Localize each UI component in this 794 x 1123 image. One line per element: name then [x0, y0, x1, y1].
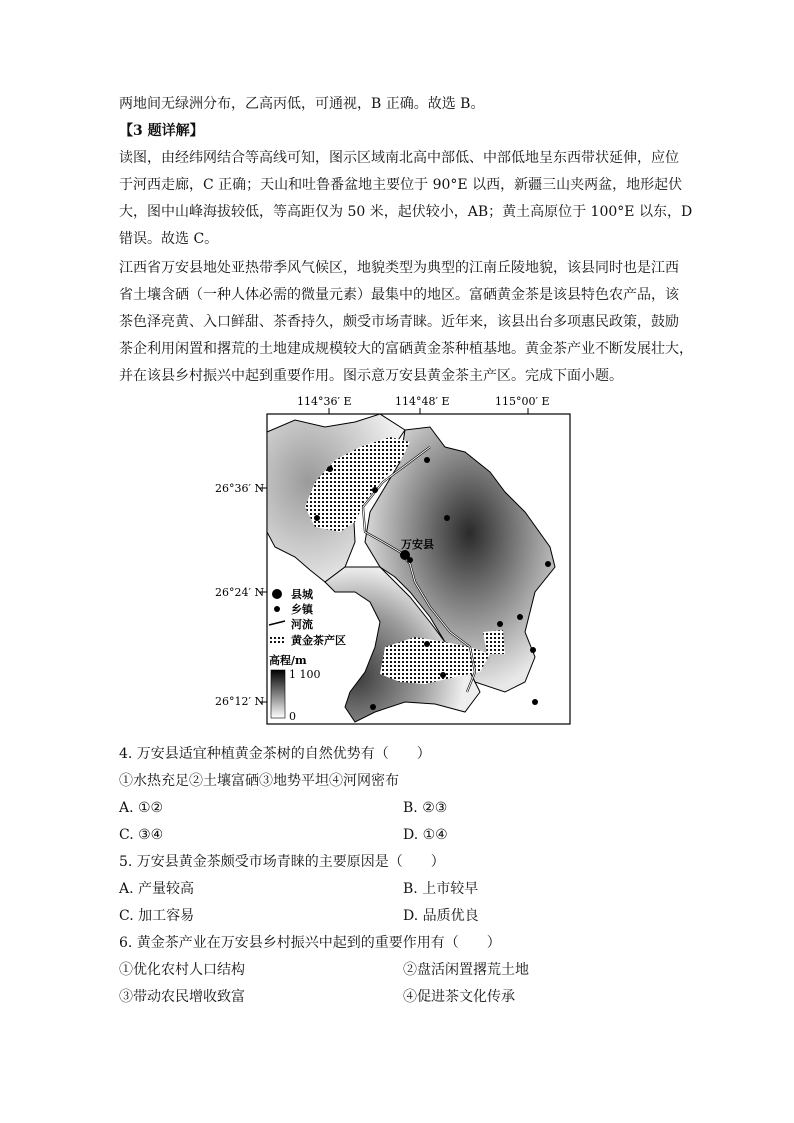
- intro-line-3: 茶色泽亮黄、入口鲜甜、茶香持久，颇受市场青睐。近年来，该县出台多项惠民政策，鼓励: [119, 314, 679, 330]
- town-marker: [532, 699, 538, 705]
- section-3-line-2: 于河西走廊，C 正确；天山和吐鲁番盆地主要位于 90°E 以西，新疆三山夹两盆，地形起伏: [119, 177, 683, 193]
- lat-label-1: 26°36′ N: [215, 482, 265, 495]
- town-marker: [444, 515, 450, 521]
- legend-river: 河流: [291, 618, 313, 631]
- section-3-line-4: 错误。故选 C。: [119, 231, 219, 247]
- q5-option-a[interactable]: A. 产量较高: [119, 881, 195, 897]
- wanan-county-map: [205, 392, 575, 732]
- town-marker: [497, 621, 503, 627]
- legend-elev-max: 1 100: [289, 668, 321, 681]
- town-marker: [327, 466, 333, 472]
- section-3-line-3: 大，图中山峰海拔较低，等高距仅为 50 米，起伏较小，AB；黄土高原位于 100°E 以东，D: [119, 204, 693, 220]
- section-3-line-1: 读图，由经纬网结合等高线可知，图示区域南北高中部低、中部低地呈东西带状延伸，应位: [119, 150, 679, 166]
- town-marker: [424, 457, 430, 463]
- section-3-title: 【3 题详解】: [119, 123, 204, 139]
- lat-label-3: 26°12′ N: [215, 695, 265, 708]
- q4-option-a[interactable]: A. ①②: [119, 800, 164, 816]
- town-marker: [424, 641, 430, 647]
- town-marker: [372, 487, 378, 493]
- lon-label-3: 115°00′ E: [495, 395, 550, 408]
- town-marker: [517, 614, 523, 620]
- q6-item-3: ③带动农民增收致富: [119, 989, 245, 1005]
- legend-town: 乡镇: [291, 603, 313, 616]
- lat-label-2: 26°24′ N: [215, 586, 265, 599]
- intro-line-2: 省土壤含硒（一种人体必需的微量元素）最集中的地区。富硒黄金茶是该县特色农产品，该: [119, 287, 679, 303]
- q5-option-c[interactable]: C. 加工容易: [119, 908, 195, 924]
- q6-item-4: ④促进茶文化传承: [403, 989, 515, 1005]
- q4-items: ①水热充足②土壤富硒③地势平坦④河网密布: [119, 773, 399, 789]
- elevation-color-bar: [271, 670, 285, 718]
- lon-label-2: 114°48′ E: [395, 395, 450, 408]
- town-marker: [370, 704, 376, 710]
- county-seat-label: 万安县: [401, 538, 434, 551]
- q6-item-1: ①优化农村人口结构: [119, 962, 245, 978]
- prev-paragraph-line: 两地间无绿洲分布，乙高丙低，可通视，B 正确。故选 B。: [119, 96, 485, 112]
- legend-tea-area: 黄金茶产区: [291, 634, 346, 647]
- q5-option-d[interactable]: D. 品质优良: [403, 908, 479, 924]
- town-marker: [545, 561, 551, 567]
- legend-county-seat: 县城: [291, 588, 313, 601]
- q4-stem: 4. 万安县适宜种植黄金茶树的自然优势有（ ）: [119, 746, 431, 762]
- q6-item-2: ②盘活闲置撂荒土地: [403, 962, 529, 978]
- q4-option-b[interactable]: B. ②③: [403, 800, 448, 816]
- q5-option-b[interactable]: B. 上市较早: [403, 881, 479, 897]
- q4-option-d[interactable]: D. ①④: [403, 827, 448, 843]
- intro-line-5: 并在该县乡村振兴中起到重要作用。图示意万安县黄金茶主产区。完成下面小题。: [119, 368, 623, 384]
- q5-stem: 5. 万安县黄金茶颇受市场青睐的主要原因是（ ）: [119, 854, 445, 870]
- town-marker: [440, 672, 446, 678]
- town-marker: [314, 515, 320, 521]
- q4-option-c[interactable]: C. ③④: [119, 827, 164, 843]
- intro-line-1: 江西省万安县地处亚热带季风气候区，地貌类型为典型的江南丘陵地貌，该县同时也是江西: [119, 260, 679, 276]
- lon-label-1: 114°36′ E: [297, 395, 352, 408]
- legend-elev-min: 0: [289, 710, 296, 723]
- intro-line-4: 茶企利用闲置和撂荒的土地建成规模较大的富硒黄金茶种植基地。黄金茶产业不断发展壮大，: [119, 341, 693, 357]
- town-marker: [530, 647, 536, 653]
- q6-stem: 6. 黄金茶产业在万安县乡村振兴中起到的重要作用有（ ）: [119, 935, 501, 951]
- legend-elevation-title: 高程/m: [269, 654, 307, 667]
